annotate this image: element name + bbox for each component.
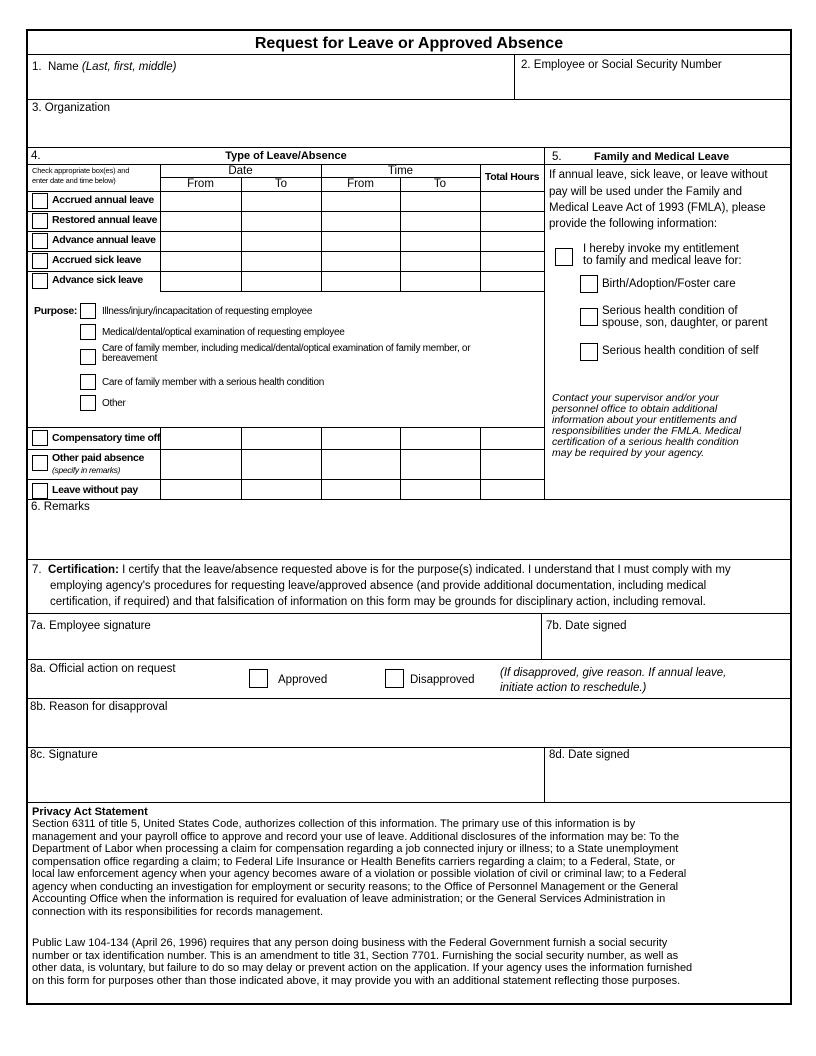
privacy-paragraph-1 [32, 818, 792, 918]
divider [514, 54, 515, 99]
divider [28, 147, 790, 148]
divider [241, 427, 242, 499]
remarks-input[interactable] [30, 515, 786, 557]
serious-condition-self-checkbox[interactable] [580, 343, 598, 361]
invoke-fmla-checkbox[interactable] [555, 248, 573, 266]
leave-type-label: Compensatory time off [52, 432, 161, 444]
field-1-name-label: Name [47, 61, 79, 73]
disapproval-note: (If disapproved, give reason. If annual leave, [500, 667, 727, 679]
certification-text: I certify that the leave/absence requested above is for the purpose(s) indicated. I understand that I must comply with my [122, 564, 731, 576]
employee-signature-input[interactable] [30, 635, 538, 657]
form-title: Request for Leave or Approved Absence [254, 35, 564, 52]
other-paid-note: (specify in remarks) [52, 465, 121, 475]
disapproved-checkbox[interactable] [385, 669, 404, 688]
fmla-intro: provide the following information: [549, 218, 718, 230]
purpose-option: Care of family member, including medical/dental/optical examination of family member, or [102, 343, 471, 354]
invoke-fmla-text: I hereby invoke my entitlement [583, 243, 739, 255]
official-signature-label: 8c. Signature [30, 749, 98, 761]
other-paid-absence-checkbox[interactable] [32, 455, 48, 471]
section-4-number: 4. [31, 150, 41, 162]
leave-type-row [28, 251, 544, 271]
divider [480, 427, 481, 499]
time-from-header: From [347, 178, 374, 190]
divider [28, 559, 790, 560]
official-signature-input[interactable] [30, 765, 540, 799]
disapproved-label: Disapproved [410, 674, 475, 686]
name-input[interactable] [30, 75, 510, 97]
official-date-signed-input[interactable] [549, 765, 786, 799]
purpose-option: Medical/dental/optical examination of requesting employee [102, 327, 345, 338]
fmla-contact-note: information about your entitlements and [552, 414, 737, 426]
divider [28, 613, 790, 614]
purpose-option-continued: bereavement [102, 353, 158, 364]
leave-type-label: Accrued sick leave [52, 254, 142, 266]
divider [28, 499, 790, 500]
divider [160, 427, 161, 499]
leave-type-label: Advance annual leave [52, 234, 156, 246]
privacy-line: local law enforcement agency when your agency becomes aware of a violation or possible violation of civil or criminal law; to a Federal [32, 868, 687, 880]
advance-annual-leave-checkbox[interactable] [32, 233, 48, 249]
field-1-hint: (Last, first, middle) [81, 61, 177, 73]
privacy-line: Public Law 104-134 (April 26, 1996) requires that any person doing business with the Federal Government furnish a social security [32, 937, 668, 949]
fmla-contact-note: personnel office to obtain additional [552, 403, 718, 415]
divider [28, 54, 790, 55]
purpose-serious-condition-checkbox[interactable] [80, 374, 96, 390]
divider [28, 747, 790, 748]
privacy-line: other data, is voluntary, but failure to do so may delay or prevent action on the application. If your agency uses the information furnished [32, 962, 693, 974]
privacy-line: Section 6311 of title 5, United States Code, authorizes collection of this information. The primary use of this information is by [32, 818, 636, 830]
time-column-header: Time [387, 165, 414, 177]
leave-type-label: Restored annual leave [52, 214, 158, 226]
date-column-header: Date [228, 165, 253, 177]
privacy-heading: Privacy Act Statement [32, 806, 148, 818]
divider [28, 99, 790, 100]
section-4-instruction: Check appropriate box(es) and [32, 166, 130, 175]
official-action-label: 8a. Official action on request [30, 663, 176, 675]
invoke-fmla-text: to family and medical leave for: [583, 255, 742, 267]
purpose-family-care-checkbox[interactable] [80, 349, 96, 365]
leave-type-row [28, 211, 544, 231]
field-1-number: 1. [32, 61, 42, 73]
accrued-sick-leave-checkbox[interactable] [32, 253, 48, 269]
approved-checkbox[interactable] [249, 669, 268, 688]
certification-number: 7. [32, 564, 42, 576]
privacy-line: Accounting Office when the information is required for evaluation of leave administration; or the General Services Administration in [32, 893, 666, 905]
certification-text: employing agency's procedures for requesting leave/approved absence (and provide additional documentation, including medical [50, 580, 707, 592]
fmla-option: Birth/Adoption/Foster care [602, 278, 736, 290]
approved-label: Approved [278, 674, 328, 686]
leave-type-label: Leave without pay [52, 484, 138, 496]
privacy-line: Department of Labor when processing a claim for compensation regarding a job connected injury or illness; to a State unemployment [32, 843, 679, 855]
privacy-line: connection with its responsibilities for records management. [32, 905, 324, 918]
accrued-annual-leave-checkbox[interactable] [32, 193, 48, 209]
section-4-instruction: enter date and time below) [32, 176, 116, 185]
privacy-paragraph-2 [32, 937, 792, 987]
official-date-signed-label: 8d. Date signed [549, 749, 630, 761]
total-hours-header: Total Hours [484, 171, 540, 183]
leave-request-form [26, 29, 792, 1005]
fmla-contact-note: responsibilities under the FMLA. Medical [552, 425, 742, 437]
birth-adoption-checkbox[interactable] [580, 275, 598, 293]
leave-type-label: Accrued annual leave [52, 194, 154, 206]
employee-date-signed-label: 7b. Date signed [546, 620, 627, 632]
section-5-title: Family and Medical Leave [594, 151, 730, 163]
organization-input[interactable] [30, 117, 786, 145]
leave-type-label: Advance sick leave [52, 274, 143, 286]
fmla-intro: Medical Leave Act of 1993 (FMLA), please [549, 202, 766, 214]
leave-type-row [28, 191, 544, 211]
advance-sick-leave-checkbox[interactable] [32, 273, 48, 289]
employee-number-label: 2. Employee or Social Security Number [521, 59, 722, 71]
fmla-option: Serious health condition of self [602, 345, 759, 357]
field-1-label [32, 61, 176, 74]
fmla-intro: pay will be used under the Family and [549, 186, 743, 198]
employee-number-input[interactable] [518, 75, 786, 97]
leave-without-pay-checkbox[interactable] [32, 483, 48, 499]
restored-annual-leave-checkbox[interactable] [32, 213, 48, 229]
fmla-intro: If annual leave, sick leave, or leave without [549, 169, 768, 181]
purpose-other-checkbox[interactable] [80, 395, 96, 411]
divider [321, 427, 322, 499]
divider [28, 659, 790, 660]
fmla-option: Serious health condition of [602, 305, 738, 317]
leave-type-label: Other paid absence [52, 452, 145, 464]
purpose-illness-checkbox[interactable] [80, 303, 96, 319]
leave-type-row [28, 271, 544, 291]
date-to-header: To [274, 178, 288, 190]
divider [28, 698, 790, 699]
divider [541, 613, 542, 659]
privacy-line: management and your payroll office to approve and record your use of leave. Additional disclosures of the information may be: To the [32, 830, 680, 843]
purpose-option: Other [102, 398, 126, 409]
leave-type-row [28, 231, 544, 251]
divider [544, 747, 545, 802]
organization-label: 3. Organization [32, 102, 110, 114]
disapproval-note: initiate action to reschedule.) [500, 682, 647, 694]
employee-signature-label: 7a. Employee signature [30, 620, 151, 632]
fmla-contact-note: certification of a serious health condition [552, 436, 739, 448]
remarks-label: 6. Remarks [31, 501, 90, 513]
purpose-option: Illness/injury/incapacitation of requesting employee [102, 306, 313, 317]
fmla-contact-note: Contact your supervisor and/or your [552, 392, 719, 404]
privacy-line: on this form for purposes other than those indicated above, it may provide you with an additional statement reflecting those purposes. [32, 974, 681, 987]
employee-date-signed-input[interactable] [546, 635, 786, 657]
fmla-contact-note: may be required by your agency. [552, 447, 705, 459]
purpose-label: Purpose: [34, 305, 78, 317]
section-5-number: 5. [552, 151, 562, 163]
time-to-header: To [433, 178, 447, 190]
privacy-line: compensation office regarding a claim; to Federal Life Insurance or Health Benefits carriers regarding a claim; to a Federal, State, or [32, 855, 676, 868]
privacy-line: number or tax identification number. This is an amendment to title 31, Section 7701. Furnishing the social security number, as well as [32, 949, 679, 962]
divider [544, 147, 545, 499]
certification-text: certification, if required) and that falsification of information on this form may be grounds for disciplinary action, including removal. [50, 596, 706, 608]
divider [160, 291, 544, 292]
leave-type-row [28, 479, 160, 499]
divider [400, 427, 401, 499]
leave-type-row [28, 427, 160, 449]
reason-for-disapproval-label: 8b. Reason for disapproval [30, 701, 168, 713]
date-from-header: From [187, 178, 214, 190]
reason-for-disapproval-input[interactable] [30, 715, 786, 745]
purpose-medical-exam-checkbox[interactable] [80, 324, 96, 340]
certification-line [32, 564, 731, 577]
certification-heading: Certification: [47, 564, 119, 576]
purpose-option: Care of family member with a serious health condition [102, 377, 324, 388]
fmla-option-continued: spouse, son, daughter, or parent [602, 317, 768, 329]
compensatory-time-checkbox[interactable] [32, 430, 48, 446]
section-4-title: Type of Leave/Absence [225, 150, 347, 162]
leave-type-row [28, 449, 160, 479]
privacy-line: agency when conducting an investigation for employment or security reasons; to the Office of Personnel Management or the General [32, 880, 679, 893]
serious-condition-family-checkbox[interactable] [580, 308, 598, 326]
divider [28, 802, 790, 803]
